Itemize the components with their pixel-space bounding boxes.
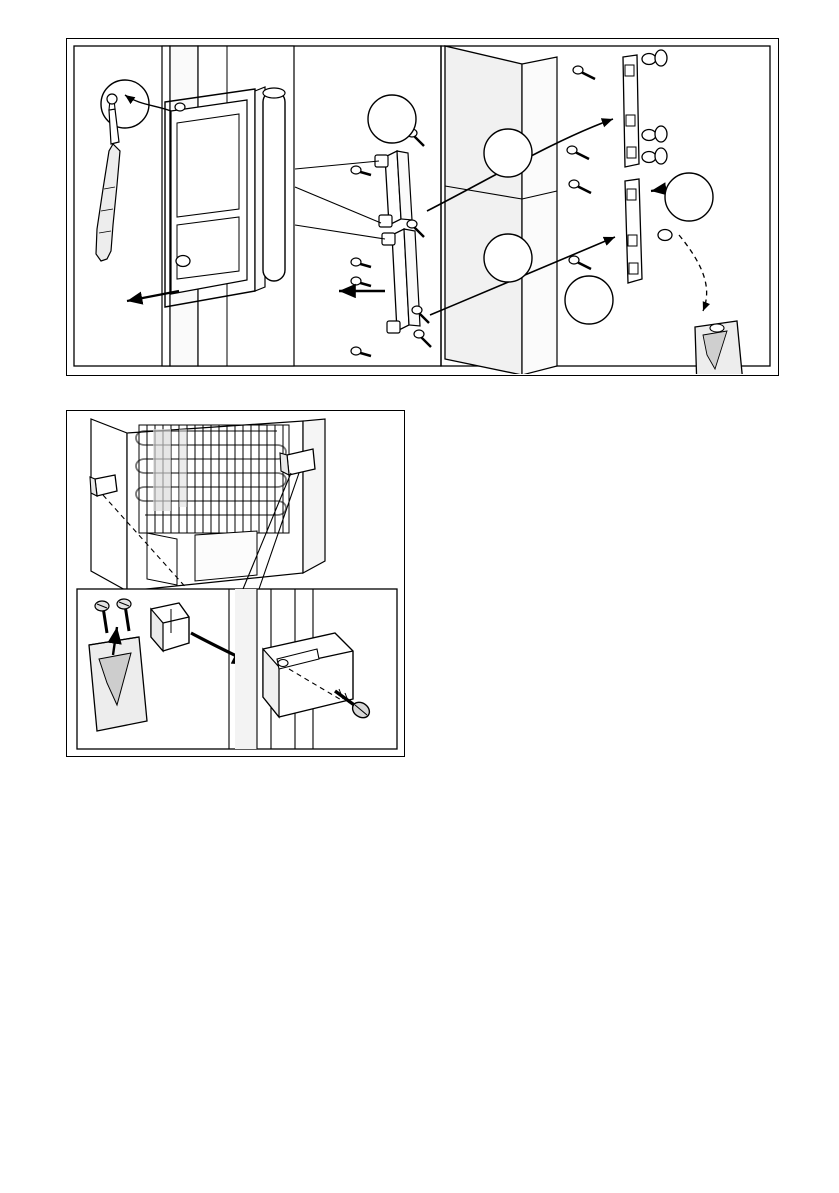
refrigerator-body	[445, 46, 557, 374]
leader-line	[295, 187, 381, 223]
callout-circle-6	[665, 173, 713, 221]
callout-circle-1	[101, 80, 149, 128]
screw	[569, 256, 591, 269]
cover-cap	[642, 126, 667, 142]
screws-right-group	[567, 66, 595, 269]
cover-caps-group	[642, 50, 672, 241]
screw	[351, 277, 371, 286]
callout-circle-4	[484, 234, 532, 282]
handle-grip-bar	[263, 88, 285, 281]
parts-bag	[695, 321, 743, 374]
door-handle-installation-figure	[66, 38, 779, 376]
cover-cap	[658, 230, 672, 241]
screw	[351, 258, 371, 267]
handle-bottom-screw-hole	[176, 256, 190, 267]
condenser-coil-panel	[91, 419, 325, 591]
drain-tray-illustration	[67, 411, 403, 755]
bracket-clip	[151, 603, 189, 651]
screw	[569, 180, 591, 193]
callout-circle-2	[368, 95, 416, 143]
screw	[573, 66, 595, 79]
cover-cap	[642, 50, 667, 66]
screws-left-group	[351, 166, 371, 356]
callout-circle-5	[565, 276, 613, 324]
bolt	[414, 330, 431, 347]
screw	[351, 166, 371, 175]
parts-bag-detail	[89, 637, 147, 731]
callout-circle-3	[484, 129, 532, 177]
cover-cap	[642, 148, 667, 164]
screw	[351, 347, 371, 356]
leader-bag-to-cap	[679, 235, 707, 311]
handle-bar-upper	[375, 151, 412, 227]
handle-top-screw-hole	[175, 103, 185, 111]
mounting-bracket-upper	[623, 55, 639, 167]
door-handle-illustration	[67, 39, 777, 374]
drain-tray-installation-figure	[66, 410, 405, 757]
leader-line	[295, 161, 379, 169]
screw	[567, 146, 589, 159]
leader-line	[295, 225, 385, 239]
handle-bar-lower	[382, 229, 420, 333]
mounting-bracket-lower	[625, 179, 642, 283]
